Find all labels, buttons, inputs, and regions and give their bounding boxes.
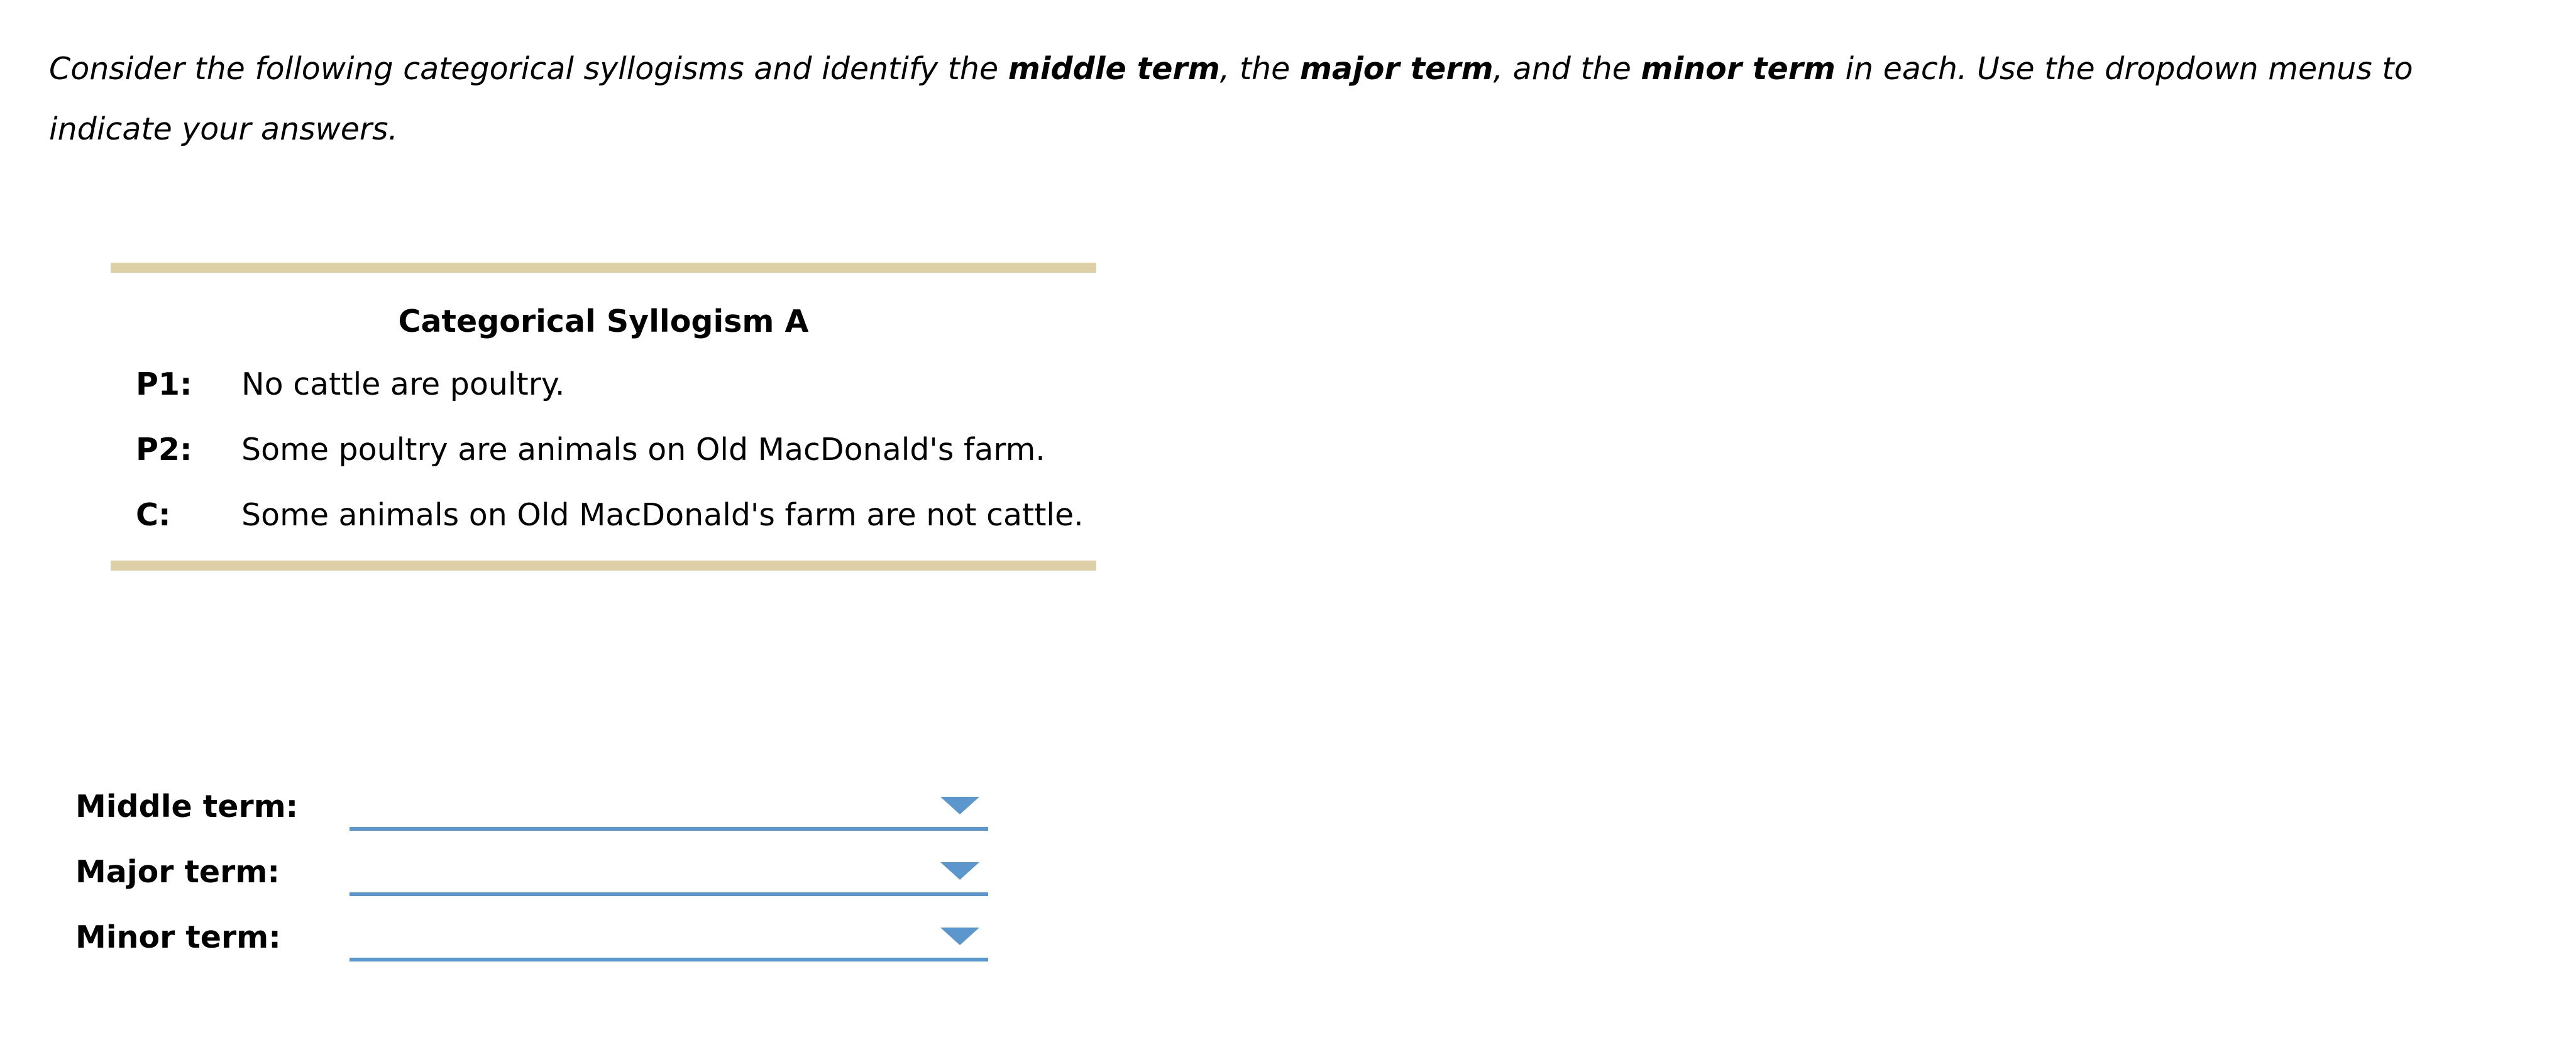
- premise-text: Some poultry are animals on Old MacDonald's farm.: [241, 432, 1045, 468]
- syllogism-row-p1: [136, 366, 564, 403]
- chevron-down-icon[interactable]: [940, 928, 979, 945]
- instructions-part-4: in each. Use the dropdown menus to indicate your answers.: [49, 51, 2413, 147]
- answer-row-major-term: [75, 852, 993, 896]
- middle-term-dropdown[interactable]: [350, 787, 988, 831]
- minor-term-dropdown[interactable]: [350, 917, 988, 961]
- middle-term-label: Middle term:: [75, 789, 299, 824]
- chevron-down-icon[interactable]: [940, 862, 979, 880]
- instructions-bold-minor-term: minor term: [1641, 51, 1836, 87]
- minor-term-label: Minor term:: [75, 919, 281, 955]
- syllogism-bottom-rule: [111, 561, 1096, 571]
- major-term-dropdown[interactable]: [350, 852, 988, 896]
- answer-row-minor-term: [75, 917, 993, 961]
- chevron-down-icon[interactable]: [940, 797, 979, 814]
- conclusion-label: C:: [136, 497, 171, 533]
- major-term-label: Major term:: [75, 854, 280, 890]
- instructions-text: [49, 39, 2438, 160]
- instructions-bold-middle-term: middle term: [1008, 51, 1220, 87]
- premise-text: No cattle are poultry.: [241, 366, 565, 402]
- answer-row-middle-term: [75, 787, 993, 831]
- premise-label: P1:: [136, 366, 192, 402]
- syllogism-title: Categorical Syllogism A: [398, 304, 809, 339]
- syllogism-row-p2: [136, 431, 1045, 469]
- syllogism-top-rule: [111, 263, 1096, 273]
- premise-label: P2:: [136, 432, 192, 468]
- instructions-bold-major-term: major term: [1299, 51, 1494, 87]
- syllogism-box: [111, 263, 1096, 571]
- instructions-part-3: , and the: [1493, 51, 1641, 87]
- instructions-part-2: , the: [1219, 51, 1300, 87]
- conclusion-text: Some animals on Old MacDonald's farm are not cattle.: [241, 497, 1084, 533]
- instructions-part-1: Consider the following categorical syllogisms and identify the: [49, 51, 1008, 87]
- syllogism-row-conclusion: [136, 496, 1084, 534]
